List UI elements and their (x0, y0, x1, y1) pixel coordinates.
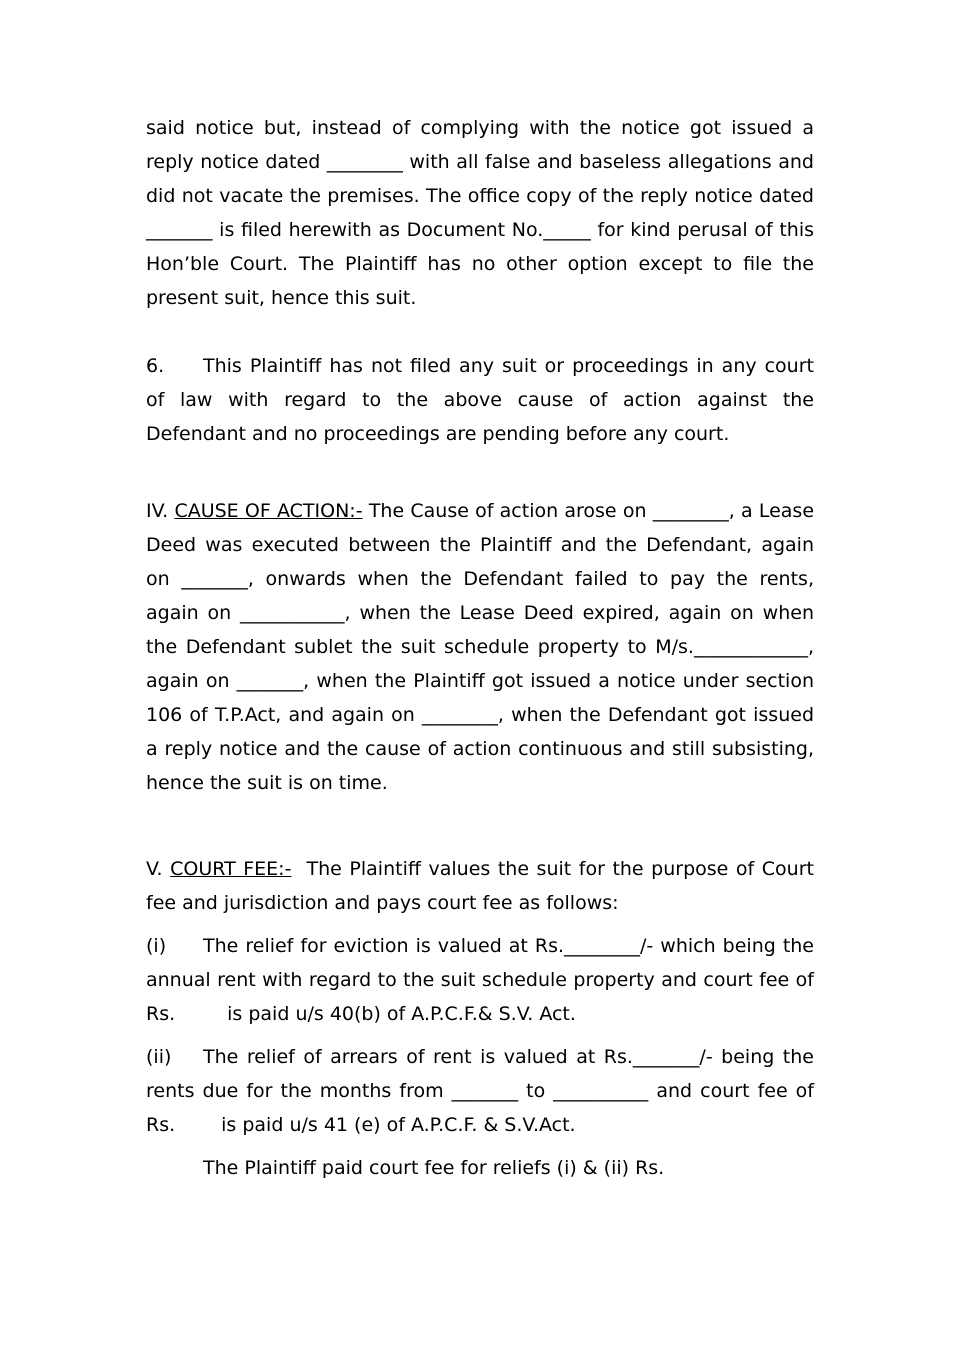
section-court-fee (146, 852, 814, 920)
court-fee-item-2-number: (ii) (146, 1046, 172, 1068)
section-cause-of-action (146, 494, 814, 800)
section-4-heading: CAUSE OF ACTION:- (174, 500, 363, 522)
section-5-number: V. (146, 858, 163, 880)
paragraph-6 (146, 349, 814, 451)
section-4-text: The Cause of action arose on ________, a Lease Deed was executed between the Plaintiff and the Defendant, again on _______, onwards when the Defendant failed to pay the rents, again on ___________, when the Lease Deed expired, again on when the Defendant sublet the suit schedule property to M/s.____________, again on _______, when the Plaintiff got issued a notice under section 106 of T.P.Act, and again on ________, when the Defendant got issued a reply notice and the cause of action continuous and still subsisting, hence the suit is on time. (146, 500, 815, 794)
paragraph-continuation-text: said notice but, instead of complying with the notice got issued a reply notice dated ________ with all false and baseless allegations and did not vacate the premises. The office copy of the reply notice dated _______ is filed herewith as Document No._____ for kind perusal of this Hon’ble Court. The Plaintiff has no other option except to file the present suit, hence this suit. (146, 117, 814, 309)
court-fee-closing (146, 1151, 814, 1185)
paragraph-continuation (146, 111, 814, 315)
court-fee-item-1 (146, 929, 814, 1031)
court-fee-closing-text: The Plaintiff paid court fee for reliefs (i) & (ii) Rs. (203, 1157, 665, 1179)
section-5-heading: COURT FEE:- (170, 858, 292, 880)
court-fee-item-2-text-after: is paid u/s 41 (e) of A.P.C.F. & S.V.Act. (221, 1114, 576, 1136)
document-page (146, 111, 814, 1185)
court-fee-item-2-text-before: The relief of arrears of rent is valued at Rs._______/- being the rents due for the months from _______ to __________ and court fee of Rs. (146, 1046, 814, 1136)
court-fee-item-1-number: (i) (146, 935, 167, 957)
court-fee-item-1-text-after: is paid u/s 40(b) of A.P.C.F.& S.V. Act. (227, 1003, 576, 1025)
paragraph-6-number: 6. (146, 355, 165, 377)
section-4-number: IV. (146, 500, 169, 522)
paragraph-6-text: This Plaintiff has not filed any suit or proceedings in any court of law with regard to the above cause of action against the Defendant and no proceedings are pending before any court. (146, 355, 814, 445)
court-fee-item-2 (146, 1040, 814, 1142)
court-fee-item-1-text-before: The relief for eviction is valued at Rs.________/- which being the annual rent with regard to the suit schedule property and court fee of Rs. (146, 935, 814, 1025)
section-5-text: The Plaintiff values the suit for the purpose of Court fee and jurisdiction and pays court fee as follows: (146, 858, 814, 914)
